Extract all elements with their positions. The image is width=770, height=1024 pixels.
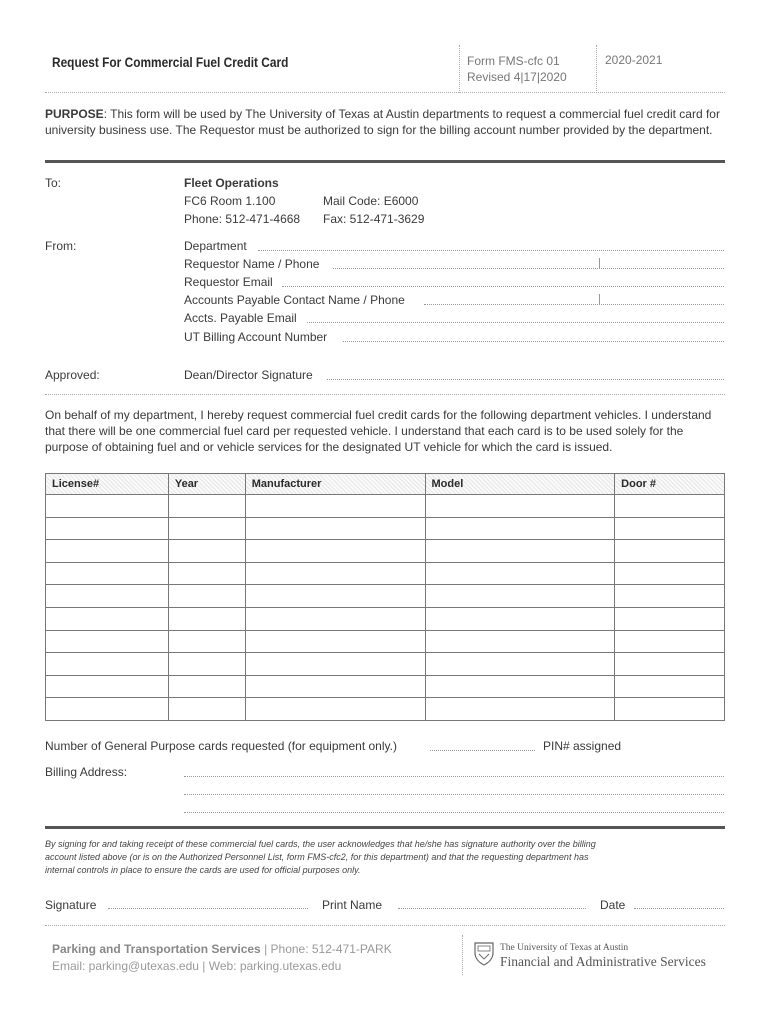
table-row xyxy=(46,585,725,608)
print-name-field[interactable] xyxy=(398,908,586,909)
table-cell[interactable] xyxy=(425,517,615,540)
col-manufacturer: Manufacturer xyxy=(245,474,425,495)
section-rule xyxy=(45,394,725,395)
table-cell[interactable] xyxy=(425,698,615,721)
table-cell[interactable] xyxy=(46,540,169,563)
table-cell[interactable] xyxy=(46,585,169,608)
ap-contact-label: Accounts Payable Contact Name / Phone xyxy=(184,293,405,307)
requestor-name-phone-field[interactable] xyxy=(333,268,724,269)
requestor-email-label: Requestor Email xyxy=(184,275,273,289)
to-label: To: xyxy=(45,176,62,190)
table-cell[interactable] xyxy=(46,607,169,630)
header-divider xyxy=(459,45,460,93)
table-row xyxy=(46,675,725,698)
date-field[interactable] xyxy=(634,908,724,909)
table-cell[interactable] xyxy=(245,653,425,676)
dean-signature-field[interactable] xyxy=(327,379,724,380)
table-cell[interactable] xyxy=(615,630,725,653)
table-row xyxy=(46,698,725,721)
col-license: License# xyxy=(46,474,169,495)
footer-contact xyxy=(52,941,392,975)
table-cell[interactable] xyxy=(46,698,169,721)
table-cell[interactable] xyxy=(46,630,169,653)
table-cell[interactable] xyxy=(425,495,615,518)
to-phone: Phone: 512-471-4668 xyxy=(184,212,301,226)
table-cell[interactable] xyxy=(245,630,425,653)
footer-rule xyxy=(45,925,725,926)
print-name-label: Print Name xyxy=(322,898,383,912)
table-cell[interactable] xyxy=(46,517,169,540)
general-cards-label: Number of General Purpose cards requested (for equipment only.) xyxy=(45,739,397,753)
form-number: Form FMS-cfc 01 xyxy=(467,54,560,68)
table-cell[interactable] xyxy=(168,698,245,721)
purpose-label: PURPOSE xyxy=(45,107,104,121)
table-cell[interactable] xyxy=(425,630,615,653)
table-header-row xyxy=(46,474,725,495)
billing-account-field[interactable] xyxy=(343,341,724,342)
acknowledgement-text: By signing for and taking receipt of these commercial fuel cards, the user acknowledges that he/she has signature authority over the billing account listed above (or is on the Authorized Personnel List, form FMS-cfc2, for this department) and that the requesting department has internal controls in place to ensure the cards are used for official purposes only. xyxy=(45,839,596,875)
table-cell[interactable] xyxy=(168,630,245,653)
table-cell[interactable] xyxy=(168,540,245,563)
signature-label: Signature xyxy=(45,898,97,912)
table-cell[interactable] xyxy=(615,495,725,518)
to-mail-code: Mail Code: E6000 xyxy=(323,194,419,208)
ut-wordmark xyxy=(500,943,706,970)
table-row xyxy=(46,653,725,676)
department-label: Department xyxy=(184,239,247,253)
table-cell[interactable] xyxy=(615,698,725,721)
billing-account-label: UT Billing Account Number xyxy=(184,330,328,344)
ut-line-1: The University of Texas at Austin xyxy=(500,943,629,953)
requestor-name-label: Requestor Name / Phone xyxy=(184,257,320,271)
table-cell[interactable] xyxy=(425,607,615,630)
to-room: FC6 Room 1.100 xyxy=(184,194,276,208)
footer-email-web: Email: parking@utexas.edu | Web: parking.utexas.edu xyxy=(52,959,342,973)
table-cell[interactable] xyxy=(168,517,245,540)
from-label: From: xyxy=(45,239,77,253)
billing-address-line-2[interactable] xyxy=(184,794,724,795)
approved-label: Approved: xyxy=(45,368,100,382)
table-row xyxy=(46,562,725,585)
table-cell[interactable] xyxy=(425,562,615,585)
table-cell[interactable] xyxy=(425,540,615,563)
table-cell[interactable] xyxy=(168,585,245,608)
billing-address-line-3[interactable] xyxy=(184,812,724,813)
table-cell[interactable] xyxy=(245,607,425,630)
request-paragraph: On behalf of my department, I hereby request commercial fuel credit cards for the following department vehicles. I understand that there will be one commercial fuel card per requested vehicle. I understand that each card is to be used solely for the purpose of obtaining fuel and or vehicle services for the designated UT vehicle for which the card is issued. xyxy=(45,408,712,454)
table-cell[interactable] xyxy=(46,675,169,698)
table-cell[interactable] xyxy=(615,675,725,698)
footer-divider xyxy=(462,935,463,975)
table-cell[interactable] xyxy=(168,562,245,585)
form-title: Request For Commercial Fuel Credit Card xyxy=(52,55,289,70)
ut-shield-icon xyxy=(474,942,494,971)
to-fax: Fax: 512-471-3629 xyxy=(323,212,425,226)
table-row xyxy=(46,607,725,630)
table-row xyxy=(46,517,725,540)
field-separator xyxy=(599,258,600,269)
table-cell[interactable] xyxy=(425,675,615,698)
requestor-email-field[interactable] xyxy=(282,286,724,287)
revised-date: Revised 4|17|2020 xyxy=(467,70,567,84)
ut-line-2: Financial and Administrative Services xyxy=(500,954,706,969)
table-cell[interactable] xyxy=(245,517,425,540)
table-row xyxy=(46,540,725,563)
table-cell[interactable] xyxy=(46,495,169,518)
vehicle-table xyxy=(45,473,725,721)
footer-dept: Parking and Transportation Services xyxy=(52,942,261,956)
table-cell[interactable] xyxy=(615,607,725,630)
purpose-text: : This form will be used by The University of Texas at Austin departments to request a commercial fuel credit card for university business use. The Requestor must be authorized to sign for the billing account number provided by the department. xyxy=(45,107,720,137)
table-cell[interactable] xyxy=(245,495,425,518)
table-cell[interactable] xyxy=(245,562,425,585)
table-row xyxy=(46,630,725,653)
section-divider xyxy=(45,826,725,829)
ap-email-field[interactable] xyxy=(307,322,724,323)
to-org: Fleet Operations xyxy=(184,176,279,190)
purpose-paragraph xyxy=(45,106,725,138)
table-cell[interactable] xyxy=(46,562,169,585)
table-cell[interactable] xyxy=(168,495,245,518)
table-cell[interactable] xyxy=(425,585,615,608)
general-cards-field[interactable] xyxy=(430,750,535,751)
billing-address-label: Billing Address: xyxy=(45,765,128,779)
col-year: Year xyxy=(168,474,245,495)
signature-field[interactable] xyxy=(108,908,308,909)
table-cell[interactable] xyxy=(615,562,725,585)
billing-address-line-1[interactable] xyxy=(184,776,724,777)
ap-contact-field[interactable] xyxy=(424,304,724,305)
field-separator xyxy=(599,294,600,305)
table-cell[interactable] xyxy=(168,607,245,630)
col-model: Model xyxy=(425,474,615,495)
department-field[interactable] xyxy=(258,250,724,251)
table-cell[interactable] xyxy=(615,540,725,563)
table-cell[interactable] xyxy=(425,653,615,676)
table-cell[interactable] xyxy=(245,698,425,721)
table-cell[interactable] xyxy=(168,675,245,698)
header-rule xyxy=(45,92,725,93)
header-divider xyxy=(596,45,597,93)
date-label: Date xyxy=(600,898,626,912)
form-year: 2020-2021 xyxy=(605,53,663,67)
table-cell[interactable] xyxy=(615,517,725,540)
col-door: Door # xyxy=(615,474,725,495)
section-divider xyxy=(45,160,725,163)
table-cell[interactable] xyxy=(245,540,425,563)
dean-signature-label: Dean/Director Signature xyxy=(184,368,313,382)
table-cell[interactable] xyxy=(46,653,169,676)
table-row xyxy=(46,495,725,518)
table-cell[interactable] xyxy=(168,653,245,676)
form-number-block xyxy=(467,53,567,85)
table-cell[interactable] xyxy=(245,585,425,608)
pin-label: PIN# assigned xyxy=(543,739,622,753)
ap-email-label: Accts. Payable Email xyxy=(184,311,297,325)
table-cell[interactable] xyxy=(615,653,725,676)
table-cell[interactable] xyxy=(245,675,425,698)
table-cell[interactable] xyxy=(615,585,725,608)
footer-phone: | Phone: 512-471-PARK xyxy=(260,942,392,956)
